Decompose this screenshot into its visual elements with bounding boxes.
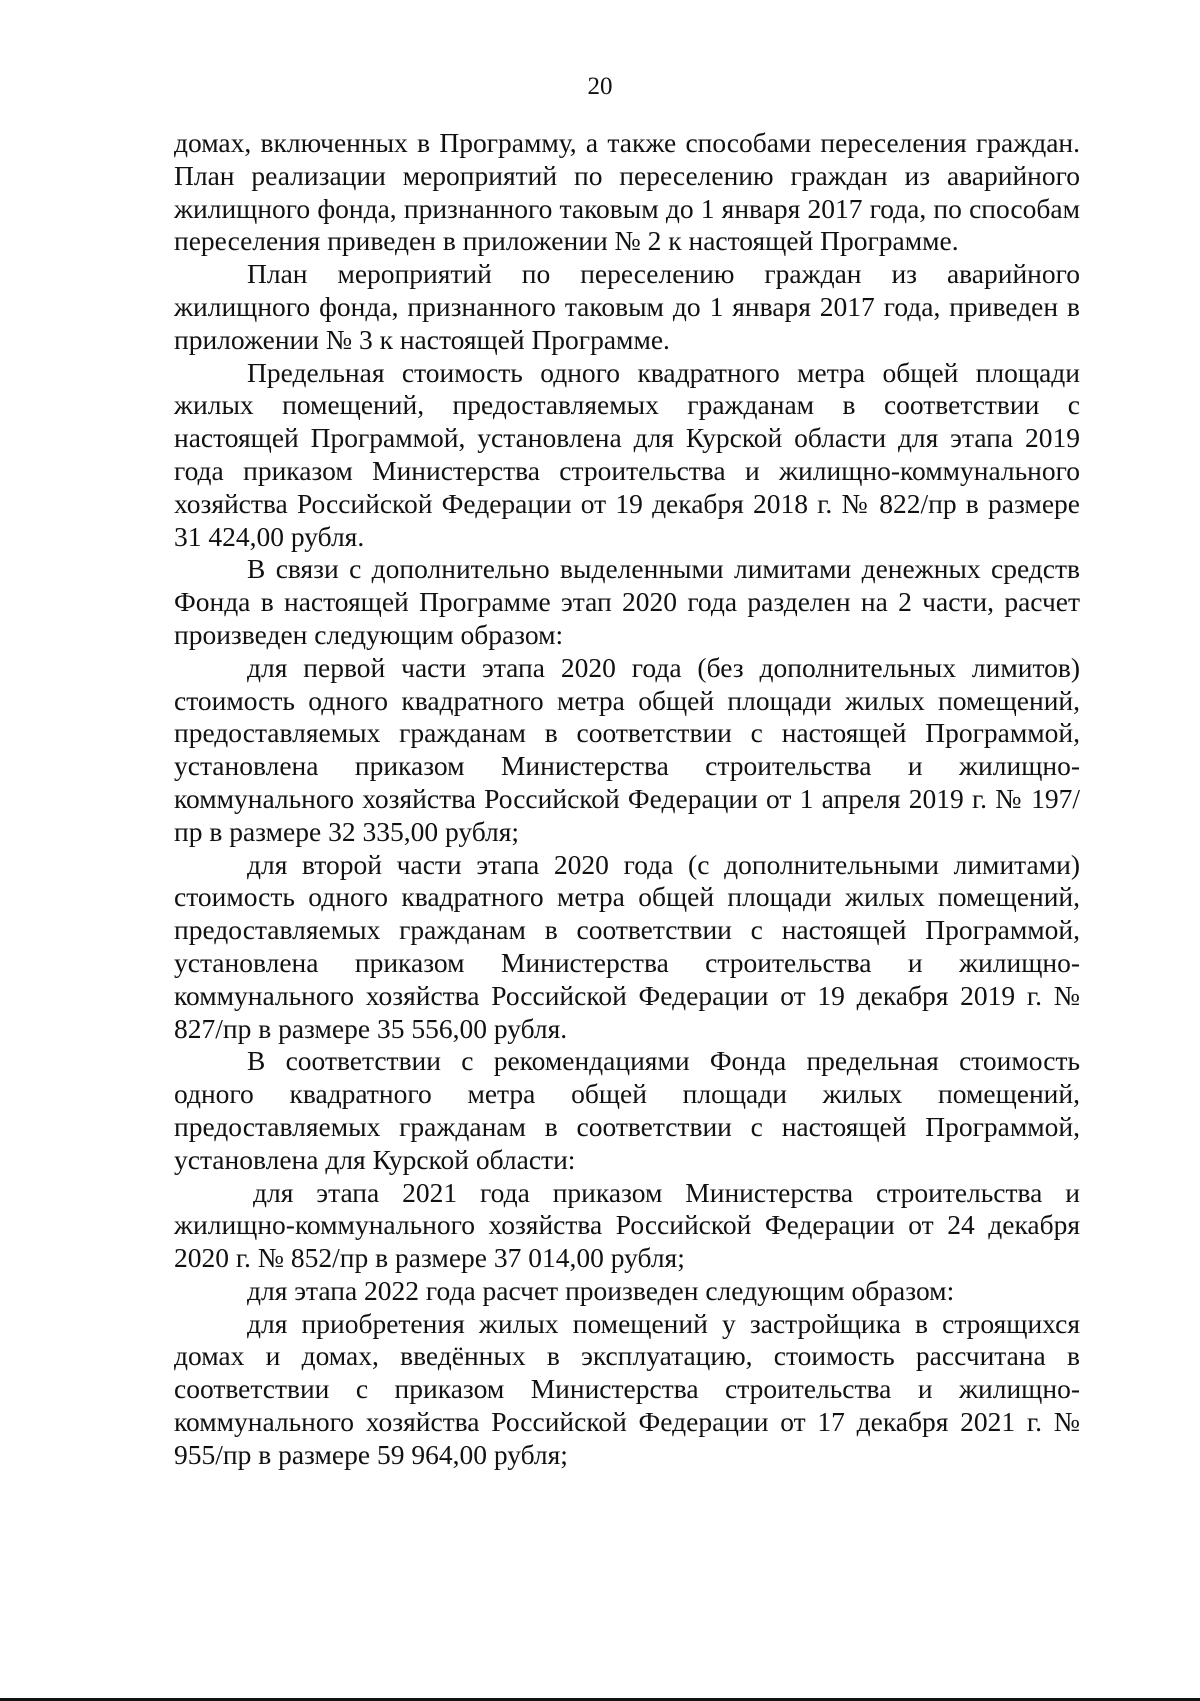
paragraph-2020-split: В связи с дополнительно выделенными лимитами денежных средств Фонда в настоящей Программе этап 2020 года разделен на 2 части, расчет произведен следующим образом:	[174, 553, 1080, 650]
page-number: 20	[587, 73, 613, 100]
paragraph-2022-developer-price: для приобретения жилых помещений у застройщика в строящихся домах и домах, введённых в эксплуатацию, стоимость рассчитана в соответствии с приказом Министерства строительства и жилищно-коммунального хозяйства Российской Федерации от 17 декабря 2021 г. № 955/пр в размере 59 964,00 рубля;	[174, 1307, 1080, 1470]
paragraph-price-2019: Предельная стоимость одного квадратного метра общей площади жилых помещений, предоставляемых гражданам в соответствии с настоящей Программой, установлена для Курской области для этапа 2019 года приказом Министерства строительства и жилищно-коммунального хозяйства Российской Федерации от 19 декабря 2018 г. № 822/пр в размере 31 424,00 рубля.	[174, 356, 1080, 552]
paragraph-2020-part-one: для первой части этапа 2020 года (без дополнительных лимитов) стоимость одного квадратного метра общей площади жилых помещений, предоставляемых гражданам в соответствии с настоящей Программой, установлена приказом Министерства строительства и жилищно-коммунального хозяйства Российской Федерации от 1 апреля 2019 г. № 197/пр в размере 32 335,00 рубля;	[174, 651, 1080, 847]
paragraph-fund-recommendations: В соответствии с рекомендациями Фонда предельная стоимость одного квадратного метра общей площади жилых помещений, предоставляемых гражданам в соответствии с настоящей Программой, установлена для Курской области:	[174, 1045, 1080, 1175]
paragraph-resettlement-plan: План мероприятий по переселению граждан из аварийного жилищного фонда, признанного таковым до 1 января 2017 года, приведен в приложении № 3 к настоящей Программе.	[174, 258, 1080, 355]
paragraph-price-2021: для этапа 2021 года приказом Министерства строительства и жилищно-коммунального хозяйства Российской Федерации от 24 декабря 2020 г. № 852/пр в размере 37 014,00 рубля;	[174, 1176, 1080, 1274]
paragraph-continuation: домах, включенных в Программу, а также способами переселения граждан. План реализации мероприятий по переселению граждан из аварийного жилищного фонда, признанного таковым до 1 января 2017 года, по способам переселения приведен в приложении № 2 к настоящей Программе.	[174, 127, 1080, 257]
paragraph-2020-part-two: для второй части этапа 2020 года (с дополнительными лимитами) стоимость одного квадратного метра общей площади жилых помещений, предоставляемых гражданам в соответствии с настоящей Программой, установлена приказом Министерства строительства и жилищно-коммунального хозяйства Российской Федерации от 19 декабря 2019 г. № 827/пр в размере 35 556,00 рубля.	[174, 848, 1080, 1044]
document-body	[174, 127, 1080, 1472]
paragraph-2022-intro: для этапа 2022 года расчет произведен следующим образом:	[247, 1274, 955, 1306]
